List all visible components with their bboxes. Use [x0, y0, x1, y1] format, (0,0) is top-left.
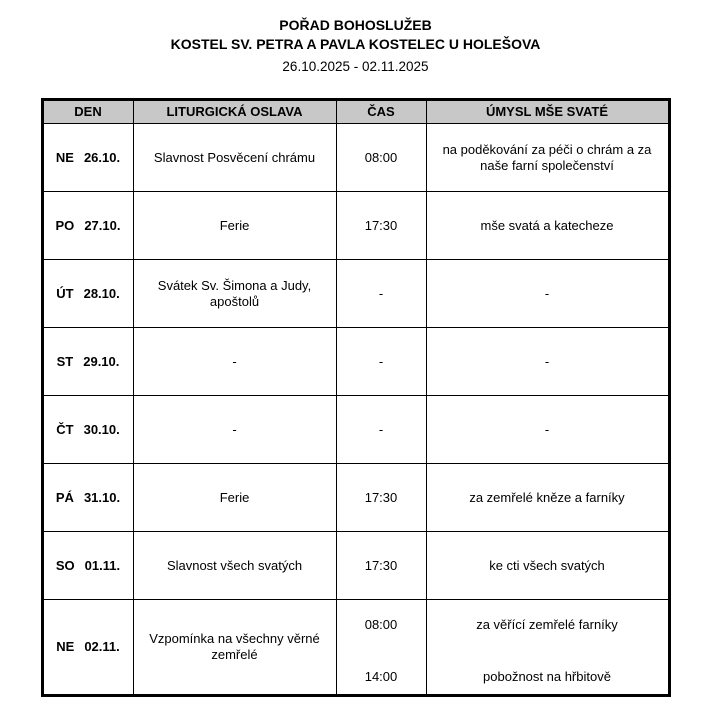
document-header — [0, 16, 711, 76]
day-abbrev: NE — [55, 149, 74, 165]
celebration-cell: - — [133, 396, 336, 464]
celebration-cell: Svátek Sv. Šimona a Judy, apoštolů — [133, 260, 336, 328]
time-cell: 17:30 — [336, 464, 426, 532]
table-row — [42, 600, 669, 696]
table-row — [42, 328, 669, 396]
time-stack — [343, 607, 420, 687]
celebration-cell: Slavnost Posvěcení chrámu — [133, 124, 336, 192]
time-second: 14:00 — [364, 669, 398, 684]
time-cell: 17:30 — [336, 532, 426, 600]
column-header-cas: ČAS — [336, 100, 426, 124]
day-abbrev: PO — [55, 217, 75, 233]
day-cell — [42, 260, 133, 328]
table-row — [42, 124, 669, 192]
intention-cell: za zemřelé kněze a farníky — [426, 464, 669, 532]
day-cell — [42, 600, 133, 696]
intention-cell — [426, 600, 669, 696]
day-cell — [42, 396, 133, 464]
intention-cell: mše svatá a katecheze — [426, 192, 669, 260]
table-row — [42, 260, 669, 328]
day-abbrev: SO — [55, 557, 75, 573]
table-header-row — [42, 100, 669, 124]
intention-cell: - — [426, 260, 669, 328]
intention-cell: - — [426, 328, 669, 396]
column-header-umysl: ÚMYSL MŠE SVATÉ — [426, 100, 669, 124]
time-first: 08:00 — [364, 617, 398, 632]
table-row — [42, 464, 669, 532]
time-cell: 08:00 — [336, 124, 426, 192]
day-date: 02.11. — [84, 639, 120, 654]
time-cell: 17:30 — [336, 192, 426, 260]
celebration-cell: Ferie — [133, 464, 336, 532]
table-row — [42, 396, 669, 464]
day-date: 29.10. — [83, 353, 120, 369]
table-row — [42, 192, 669, 260]
column-header-den: DEN — [42, 100, 133, 124]
time-cell: - — [336, 396, 426, 464]
day-date: 27.10. — [84, 217, 121, 233]
time-cell: - — [336, 260, 426, 328]
day-abbrev: ÚT — [56, 285, 74, 301]
time-cell: - — [336, 328, 426, 396]
intention-cell: na poděkování za péči o chrám a za naše farní společenství — [426, 124, 669, 192]
day-date: 01.11. — [84, 557, 121, 573]
day-abbrev: ST — [56, 353, 74, 369]
day-abbrev: ČT — [56, 421, 74, 437]
church-name: KOSTEL SV. PETRA A PAVLA KOSTELEC U HOLEŠOVA — [170, 36, 541, 52]
day-abbrev: PÁ — [55, 489, 74, 505]
time-cell — [336, 600, 426, 696]
intention-second: pobožnost na hřbitově — [483, 669, 611, 684]
day-date: 30.10. — [83, 421, 120, 437]
table-row — [42, 532, 669, 600]
day-date: 31.10. — [83, 489, 121, 505]
day-cell — [42, 532, 133, 600]
day-cell — [42, 328, 133, 396]
intention-first: za věřící zemřelé farníky — [476, 617, 618, 632]
celebration-cell: - — [133, 328, 336, 396]
column-header-oslava: LITURGICKÁ OSLAVA — [133, 100, 336, 124]
celebration-cell: Ferie — [133, 192, 336, 260]
day-cell — [42, 192, 133, 260]
intention-cell: ke cti všech svatých — [426, 532, 669, 600]
intention-cell: - — [426, 396, 669, 464]
schedule-table — [41, 98, 671, 697]
celebration-cell: Vzpomínka na všechny věrné zemřelé — [133, 600, 336, 696]
celebration-cell: Slavnost všech svatých — [133, 532, 336, 600]
date-range: 26.10.2025 - 02.11.2025 — [282, 59, 429, 74]
day-abbrev: NE — [56, 639, 75, 654]
intention-stack — [438, 607, 657, 687]
day-date: 26.10. — [83, 149, 121, 165]
day-date: 28.10. — [83, 285, 120, 301]
day-cell — [42, 464, 133, 532]
day-cell — [42, 124, 133, 192]
document-title: POŘAD BOHOSLUŽEB — [279, 17, 432, 33]
